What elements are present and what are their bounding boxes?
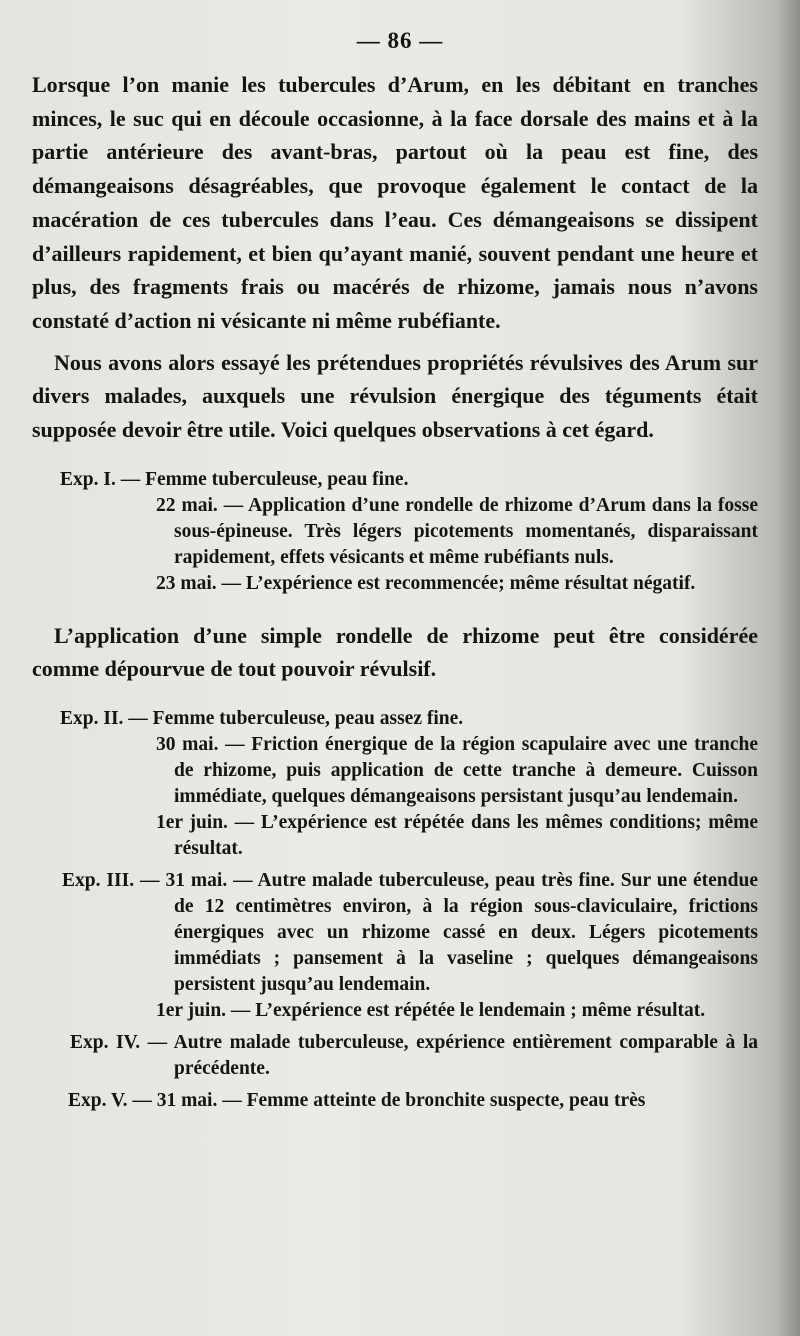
experiment-2-entry-1: 30 mai. — Friction énergique de la région scapulaire avec une tranche de rhizome, puis application de cette tranche à demeure. Cuisson immédiate, quelques démangeaisons persistant jusqu’au lendemain. (156, 734, 758, 808)
experiment-2-entry-2: 1er juin. — L’expérience est répétée dans les mêmes conditions; même résultat. (156, 812, 758, 860)
paragraph-3: L’application d’une simple rondelle de rhizome peut être considérée comme dépourvue de tout pouvoir révulsif. (32, 622, 758, 682)
experiment-3-head: Exp. III. — 31 mai. — Autre malade tuberculeuse, peau très fine. Sur une étendue de 12 centimètres environ, à la région sous-claviculaire, frictions énergiques avec un rhizome cassé en deux. Légers picotements immédiats ; pansement à la vaseline ; quelques démangeaisons persistent jusqu’au lendemain. (62, 870, 758, 996)
experiment-4 (32, 1030, 758, 1082)
experiment-3 (32, 868, 758, 1024)
experiment-5-head: Exp. V. — 31 mai. — Femme atteinte de bronchite suspecte, peau très (68, 1090, 646, 1112)
paragraph-2: Nous avons alors essayé les prétendues propriétés révulsives des Arum sur divers malades, auxquels une révulsion énergique des téguments était supposée devoir être utile. Voici quelques observations à cet égard. (32, 349, 758, 443)
page-body (32, 68, 758, 1114)
experiment-1-entry-2: 23 mai. — L’expérience est recommencée; même résultat négatif. (156, 572, 696, 594)
experiment-1-entry-1: 22 mai. — Application d’une rondelle de rhizome d’Arum dans la fosse sous-épineuse. Très légers picotements momentanés, disparaissant rapidement, effets vésicants et même rubéfiants nuls. (156, 494, 758, 568)
experiment-3-entry-2: 1er juin. — L’expérience est répétée le lendemain ; même résultat. (156, 1000, 706, 1022)
experiment-2-head: Exp. II. — Femme tuberculeuse, peau assez fine. (60, 708, 464, 730)
experiment-1-head: Exp. I. — Femme tuberculeuse, peau fine. (60, 468, 409, 490)
experiment-5 (32, 1088, 758, 1114)
paragraph-1: Lorsque l’on manie les tubercules d’Arum, en les débitant en tranches minces, le suc qui en découle occasionne, à la face dorsale des mains et à la partie antérieure des avant-bras, partout où la peau est fine, des démangeaisons désagréables, que provoque également le contact de la macération de ces tubercules dans l’eau. Ces démangeaisons se dissipent d’ailleurs rapidement, et bien qu’ayant manié, souvent pendant une heure et plus, des fragments frais ou macérés de rhizome, jamais nous n’avons constaté d’action ni vésicante ni même rubéfiante. (32, 72, 758, 333)
experiment-4-head: Exp. IV. — Autre malade tuberculeuse, expérience entièrement comparable à la précédente. (70, 1032, 758, 1080)
experiment-2 (32, 706, 758, 862)
page-number: — 86 — (356, 28, 444, 53)
experiment-1 (32, 467, 758, 597)
